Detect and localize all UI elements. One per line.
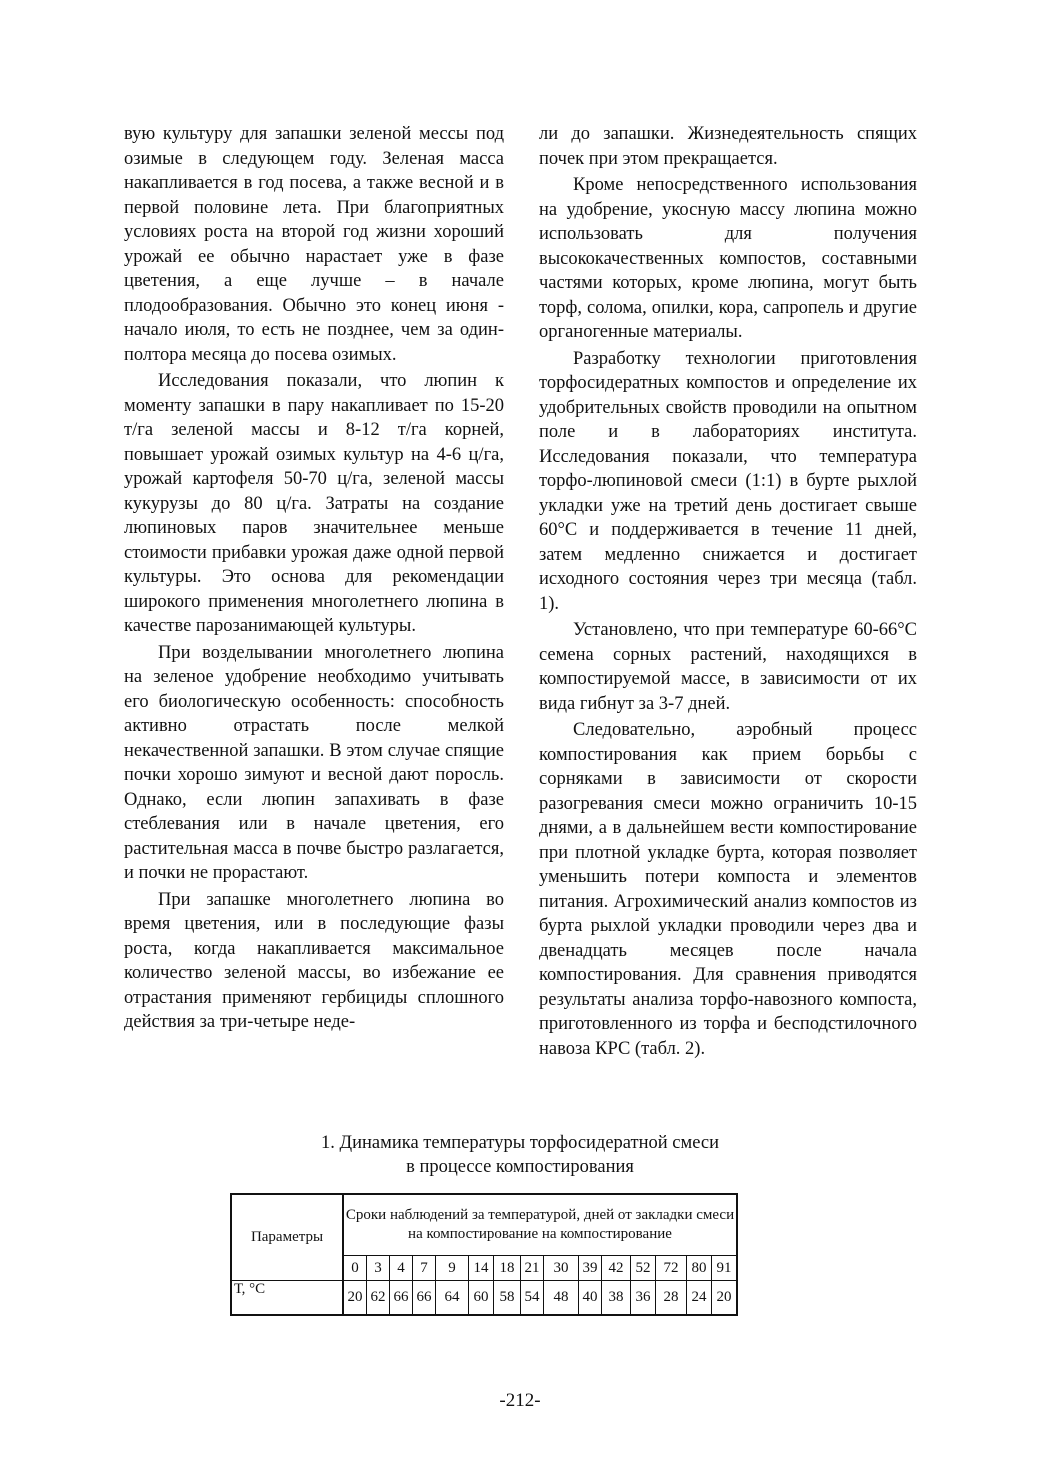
day-cell: 0 [343, 1256, 367, 1281]
paragraph: Кроме непосредственного использования на удобрение, укосную массу люпина можно использовать для получения высококачественных компостов, составными частями которых, кроме люпина, могут быть торф, солома, опилки, кора, сапропель и другие органогенные материалы. [539, 175, 917, 342]
values-row [231, 1281, 737, 1316]
day-cell: 72 [656, 1256, 687, 1281]
table-caption [0, 1131, 1040, 1179]
row-label: Т, °С [231, 1281, 343, 1316]
day-cell: 18 [494, 1256, 521, 1281]
table-caption-line: 1. Динамика температуры торфосидератной смеси [321, 1133, 719, 1153]
day-cell: 9 [436, 1256, 469, 1281]
value-cell: 20 [343, 1281, 367, 1316]
day-cell: 52 [631, 1256, 656, 1281]
day-cell: 42 [602, 1256, 631, 1281]
group-header: Сроки наблюдений за температурой, дней от закладки смеси на компостирование на компостирование [343, 1194, 737, 1256]
day-cell: 39 [579, 1256, 602, 1281]
day-cell: 4 [390, 1256, 413, 1281]
day-cell: 21 [521, 1256, 544, 1281]
value-cell: 36 [631, 1281, 656, 1316]
paragraph: При запашке многолетнего люпина во время цветения, или в последующие фазы роста, когда накапливается максимальное количество зеленой массы, во избежание ее отрастания применяют гербициды сплошного действия за три-четыре неде- [124, 889, 504, 1032]
value-cell: 40 [579, 1281, 602, 1316]
paragraph: ли до запашки. Жизнедеятельность спящих почек при этом прекращается. [539, 124, 917, 169]
left-text-column [124, 122, 504, 1035]
day-cell: 80 [687, 1256, 712, 1281]
paragraph: Исследования показали, что люпин к моменту запашки в пару накапливает по 15-20 т/га зеленой массы и 8-12 т/га корней, повышает урожай озимых культур на 4-6 ц/га, урожай картофеля 50-70 ц/га, зеленой массы кукурузы до 80 ц/га. Затраты на создание люпиновых паров значительнее меньше стоимости прибавки урожая даже одной первой культуры. Это основа для рекомендации широкого применения многолетнего люпина в качестве парозанимающей культуры. [124, 371, 504, 636]
value-cell: 64 [436, 1281, 469, 1316]
paragraph: вую культуру для запашки зеленой мессы под озимые в следующем году. Зеленая масса накапливается в год посева, а также весной и в первой половине лета. При благоприятных условиях роста на второй год жизни хороший урожай ее обычно нарастает уже в фазе цветения, а еще лучше – в начале плодообразования. Обычно это конец июня - начало июля, то есть не позднее, чем за один-полтора месяца до посева озимых. [124, 124, 504, 365]
value-cell: 62 [367, 1281, 390, 1316]
right-text-column [539, 122, 917, 1061]
day-cell: 91 [712, 1256, 738, 1281]
value-cell: 58 [494, 1281, 521, 1316]
value-cell: 60 [469, 1281, 494, 1316]
paragraph: Следовательно, аэробный процесс компостирования как прием борьбы с сорняками в зависимости от скорости разогревания смеси можно ограничить 10-15 днями, а в дальнейшем вести компостирование при плотной укладке бурта, которая позволяет уменьшить потери компоста и элементов питания. Агрохимический анализ компостов из бурта рыхлой укладки проводили через два и двенадцать месяцев после начала компостирования. Для сравнения приводятся результаты анализа торфо-навозного компоста, приготовленного из торфа и бесподстилочного навоза КРС (табл. 2). [539, 720, 917, 1059]
paragraph: Установлено, что при температуре 60-66°С семена сорных растений, находящихся в компостируемой массе, в зависимости от их вида гибнут за 3-7 дней. [539, 620, 917, 714]
paragraph: При возделывании многолетнего люпина на зеленое удобрение необходимо учитывать его биологическую особенность: способность активно отрастать после мелкой некачественной запашки. В этом случае спящие почки хорошо зимуют и весной дают поросль. Однако, если люпин запахивать в фазе стеблевания или в начале цветения, его растительная масса в почве быстро разлагается, и почки не прорастают. [124, 642, 504, 883]
day-cell: 7 [413, 1256, 436, 1281]
value-cell: 66 [390, 1281, 413, 1316]
value-cell: 54 [521, 1281, 544, 1316]
param-header: Параметры [231, 1194, 343, 1281]
value-cell: 38 [602, 1281, 631, 1316]
value-cell: 24 [687, 1281, 712, 1316]
table-caption-line: в процессе компостирования [406, 1157, 634, 1177]
value-cell: 20 [712, 1281, 738, 1316]
day-cell: 14 [469, 1256, 494, 1281]
temperature-table [230, 1193, 738, 1316]
day-cell: 3 [367, 1256, 390, 1281]
value-cell: 66 [413, 1281, 436, 1316]
value-cell: 48 [544, 1281, 579, 1316]
paragraph: Разработку технологии приготовления торфосидератных компостов и определение их удобрительных свойств проводили на опытном поле и в лабораториях института. Исследования показали, что температура торфо-люпиновой смеси (1:1) в бурте рыхлой укладки уже на третий день достигает свыше 60°С и поддерживается в течение 11 дней, затем медленно снижается и достигает исходного состояния через три месяца (табл. 1). [539, 348, 917, 614]
day-cell: 30 [544, 1256, 579, 1281]
value-cell: 28 [656, 1281, 687, 1316]
page-number: -212- [499, 1390, 541, 1411]
